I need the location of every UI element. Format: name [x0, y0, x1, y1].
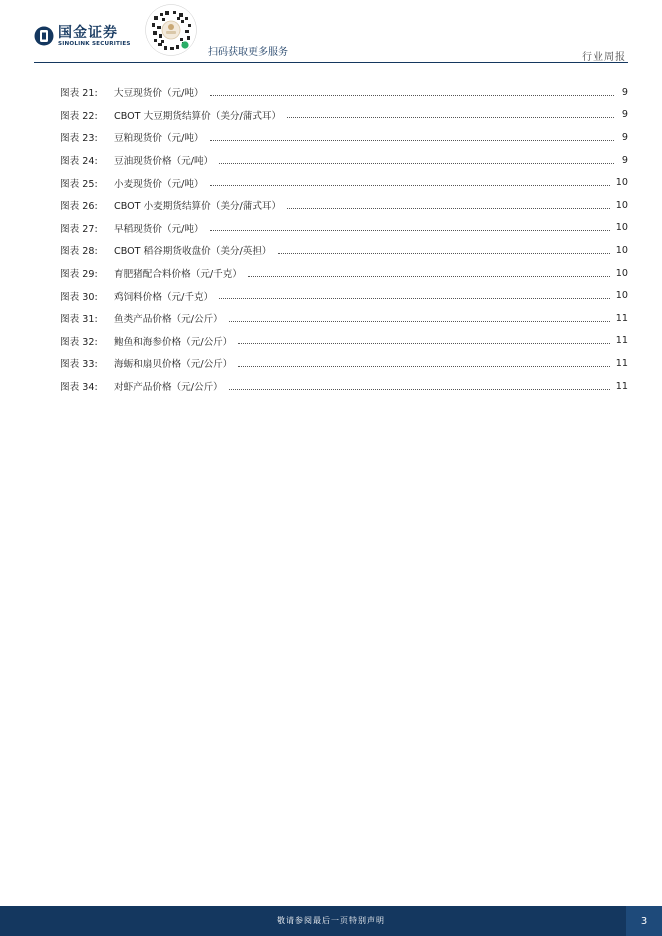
dot-leader — [248, 276, 610, 277]
toc-row[interactable] — [60, 239, 628, 262]
page-ref: 9 — [621, 154, 628, 166]
figure-label: 图表 22: — [60, 110, 98, 122]
figure-title: 豆油现货价格（元/吨） — [114, 156, 214, 168]
page-header — [0, 0, 662, 64]
page-ref: 10 — [615, 267, 628, 279]
dot-leader — [287, 117, 614, 118]
toc-row[interactable] — [60, 217, 628, 240]
figure-label: 图表 29: — [60, 269, 98, 281]
figure-label: 图表 23: — [60, 133, 98, 145]
figure-title: 鲍鱼和海参价格（元/公斤） — [114, 336, 233, 348]
logo-mark-icon — [34, 26, 54, 46]
page-footer — [0, 906, 662, 936]
toc-row[interactable] — [60, 171, 628, 194]
dot-leader — [287, 208, 610, 209]
toc-row[interactable] — [60, 149, 628, 172]
toc-row[interactable] — [60, 194, 628, 217]
header-divider — [34, 62, 628, 63]
page-ref: 11 — [615, 312, 628, 324]
dot-leader — [219, 298, 610, 299]
toc-row[interactable] — [60, 104, 628, 127]
toc-row[interactable] — [60, 126, 628, 149]
dot-leader — [229, 389, 610, 390]
figure-title: 鱼类产品价格（元/公斤） — [114, 314, 223, 326]
figure-title: 鸡饲料价格（元/千克） — [114, 291, 214, 303]
figure-title: 育肥猪配合料价格（元/千克） — [114, 269, 242, 281]
dot-leader — [210, 95, 614, 96]
logo-name-en: SINOLINK SECURITIES — [58, 41, 131, 47]
figure-label: 图表 21: — [60, 88, 98, 100]
toc-row[interactable] — [60, 307, 628, 330]
page-ref: 10 — [615, 222, 628, 234]
figure-label: 图表 26: — [60, 201, 98, 213]
figure-label: 图表 24: — [60, 156, 98, 168]
company-logo — [34, 26, 131, 48]
figure-title: 小麦现货价（元/吨） — [114, 178, 204, 190]
toc-row[interactable] — [60, 284, 628, 307]
page-ref: 10 — [615, 177, 628, 189]
document-type: 行业周报 — [582, 52, 626, 63]
page-ref: 11 — [615, 380, 628, 392]
dot-leader — [238, 366, 609, 367]
dot-leader — [210, 185, 610, 186]
figure-title: 豆粕现货价（元/吨） — [114, 133, 204, 145]
figure-title: 海蛎和扇贝价格（元/公斤） — [114, 359, 233, 371]
figure-label: 图表 25: — [60, 178, 98, 190]
figure-title: 对虾产品价格（元/公斤） — [114, 382, 223, 394]
page-ref: 9 — [621, 109, 628, 121]
figure-label: 图表 33: — [60, 359, 98, 371]
dot-leader — [210, 140, 614, 141]
figure-label: 图表 30: — [60, 291, 98, 303]
figure-label: 图表 32: — [60, 336, 98, 348]
dot-leader — [219, 163, 614, 164]
footer-disclaimer: 敬请参阅最后一页特别声明 — [277, 916, 385, 925]
figure-title: 早稻现货价（元/吨） — [114, 223, 204, 235]
page-ref: 10 — [615, 244, 628, 256]
page-ref: 11 — [615, 335, 628, 347]
figure-title: 大豆现货价（元/吨） — [114, 88, 204, 100]
qr-code-icon[interactable] — [145, 4, 197, 56]
logo-name-cn: 国金证券 — [58, 25, 118, 41]
dot-leader — [210, 230, 610, 231]
figure-title: CBOT 小麦期货结算价（美分/蒲式耳） — [114, 201, 282, 213]
toc-row[interactable] — [60, 81, 628, 104]
figure-title: CBOT 大豆期货结算价（美分/蒲式耳） — [114, 110, 282, 122]
toc-row[interactable] — [60, 330, 628, 353]
figure-title: CBOT 稻谷期货收盘价（美分/英担） — [114, 246, 272, 258]
toc-row[interactable] — [60, 262, 628, 285]
toc-row[interactable] — [60, 375, 628, 398]
page-ref: 10 — [615, 290, 628, 302]
page-ref: 10 — [615, 199, 628, 211]
figure-label: 图表 34: — [60, 382, 98, 394]
toc-row[interactable] — [60, 352, 628, 375]
page-number: 3 — [626, 906, 662, 936]
figure-label: 图表 28: — [60, 246, 98, 258]
dot-leader — [278, 253, 610, 254]
figure-label: 图表 31: — [60, 314, 98, 326]
figure-label: 图表 27: — [60, 223, 98, 235]
dot-leader — [238, 343, 609, 344]
page-ref: 9 — [621, 86, 628, 98]
figure-list — [60, 81, 628, 397]
page-ref: 9 — [621, 131, 628, 143]
dot-leader — [229, 321, 610, 322]
qr-caption: 扫码获取更多服务 — [208, 47, 288, 58]
page-ref: 11 — [615, 357, 628, 369]
